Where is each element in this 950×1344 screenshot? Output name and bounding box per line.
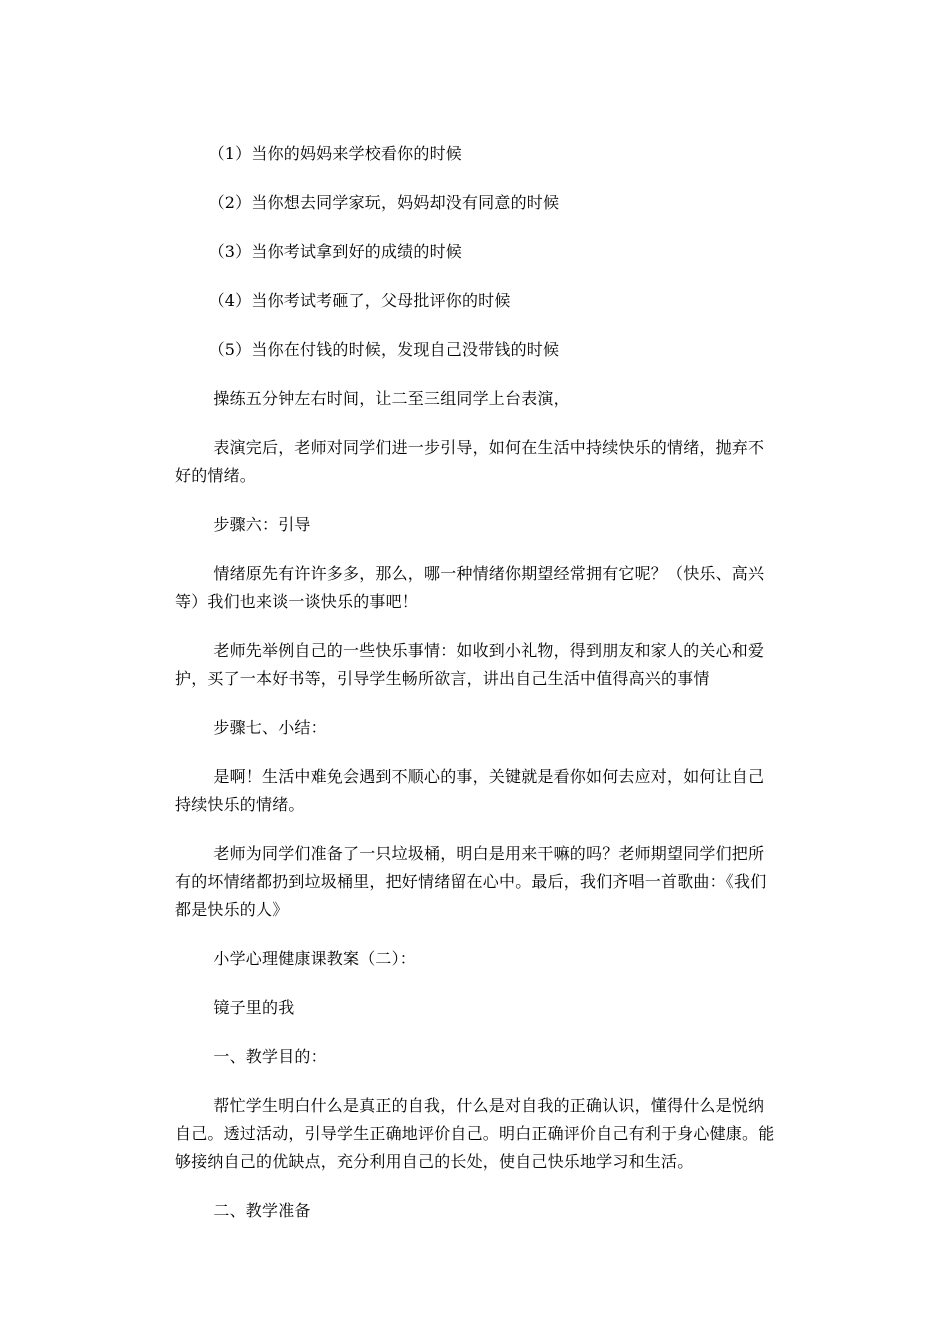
- list-item-4: （4）当你考试考砸了，父母批评你的时候: [208, 291, 511, 310]
- summary-paragraph: 是啊！生活中难免会遇到不顺心的事，关键就是看你如何去应对，如何让自己持续快乐的情绪。: [175, 767, 765, 814]
- section-1-heading: 一、教学目的：: [213, 1047, 327, 1066]
- trash-can-paragraph: 老师为同学们准备了一只垃圾桶，明白是用来干嘛的吗？老师期望同学们把所有的坏情绪都扔到垃圾桶里，把好情绪留在心中。最后，我们齐唱一首歌曲：《我们都是快乐的人》: [175, 844, 767, 919]
- objectives-paragraph: 帮忙学生明白什么是真正的自我，什么是对自我的正确认识，懂得什么是悦纳自己。透过活动，引导学生正确地评价自己。明白正确评价自己有利于身心健康。能够接纳自己的优缺点，充分利用自己的长处，使自己快乐地学习和生活。: [175, 1096, 775, 1171]
- lesson-2-subtitle: 镜子里的我: [213, 998, 295, 1017]
- after-performance-paragraph: 表演完后，老师对同学们进一步引导，如何在生活中持续快乐的情绪，抛弃不好的情绪。: [175, 438, 765, 485]
- document-body: [175, 140, 780, 1246]
- list-item-5: （5）当你在付钱的时候，发现自己没带钱的时候: [208, 340, 560, 359]
- step-6-heading: 步骤六：引导: [213, 515, 311, 534]
- emotions-question-paragraph: 情绪原先有许许多多，那么，哪一种情绪你期望经常拥有它呢？（快乐、高兴等）我们也来谈一谈快乐的事吧！: [175, 564, 765, 611]
- section-2-heading: 二、教学准备: [213, 1201, 311, 1220]
- list-item-2: （2）当你想去同学家玩，妈妈却没有同意的时候: [208, 193, 560, 212]
- practice-paragraph: 操练五分钟左右时间，让二至三组同学上台表演，: [213, 389, 570, 408]
- step-7-heading: 步骤七、小结：: [213, 718, 327, 737]
- list-item-3: （3）当你考试拿到好的成绩的时候: [208, 242, 462, 261]
- list-item-1: （1）当你的妈妈来学校看你的时候: [208, 144, 462, 163]
- teacher-example-paragraph: 老师先举例自己的一些快乐事情：如收到小礼物，得到朋友和家人的关心和爱护，买了一本好书等，引导学生畅所欲言，讲出自己生活中值得高兴的事情: [175, 641, 765, 688]
- lesson-2-title: 小学心理健康课教案（二）：: [213, 949, 416, 968]
